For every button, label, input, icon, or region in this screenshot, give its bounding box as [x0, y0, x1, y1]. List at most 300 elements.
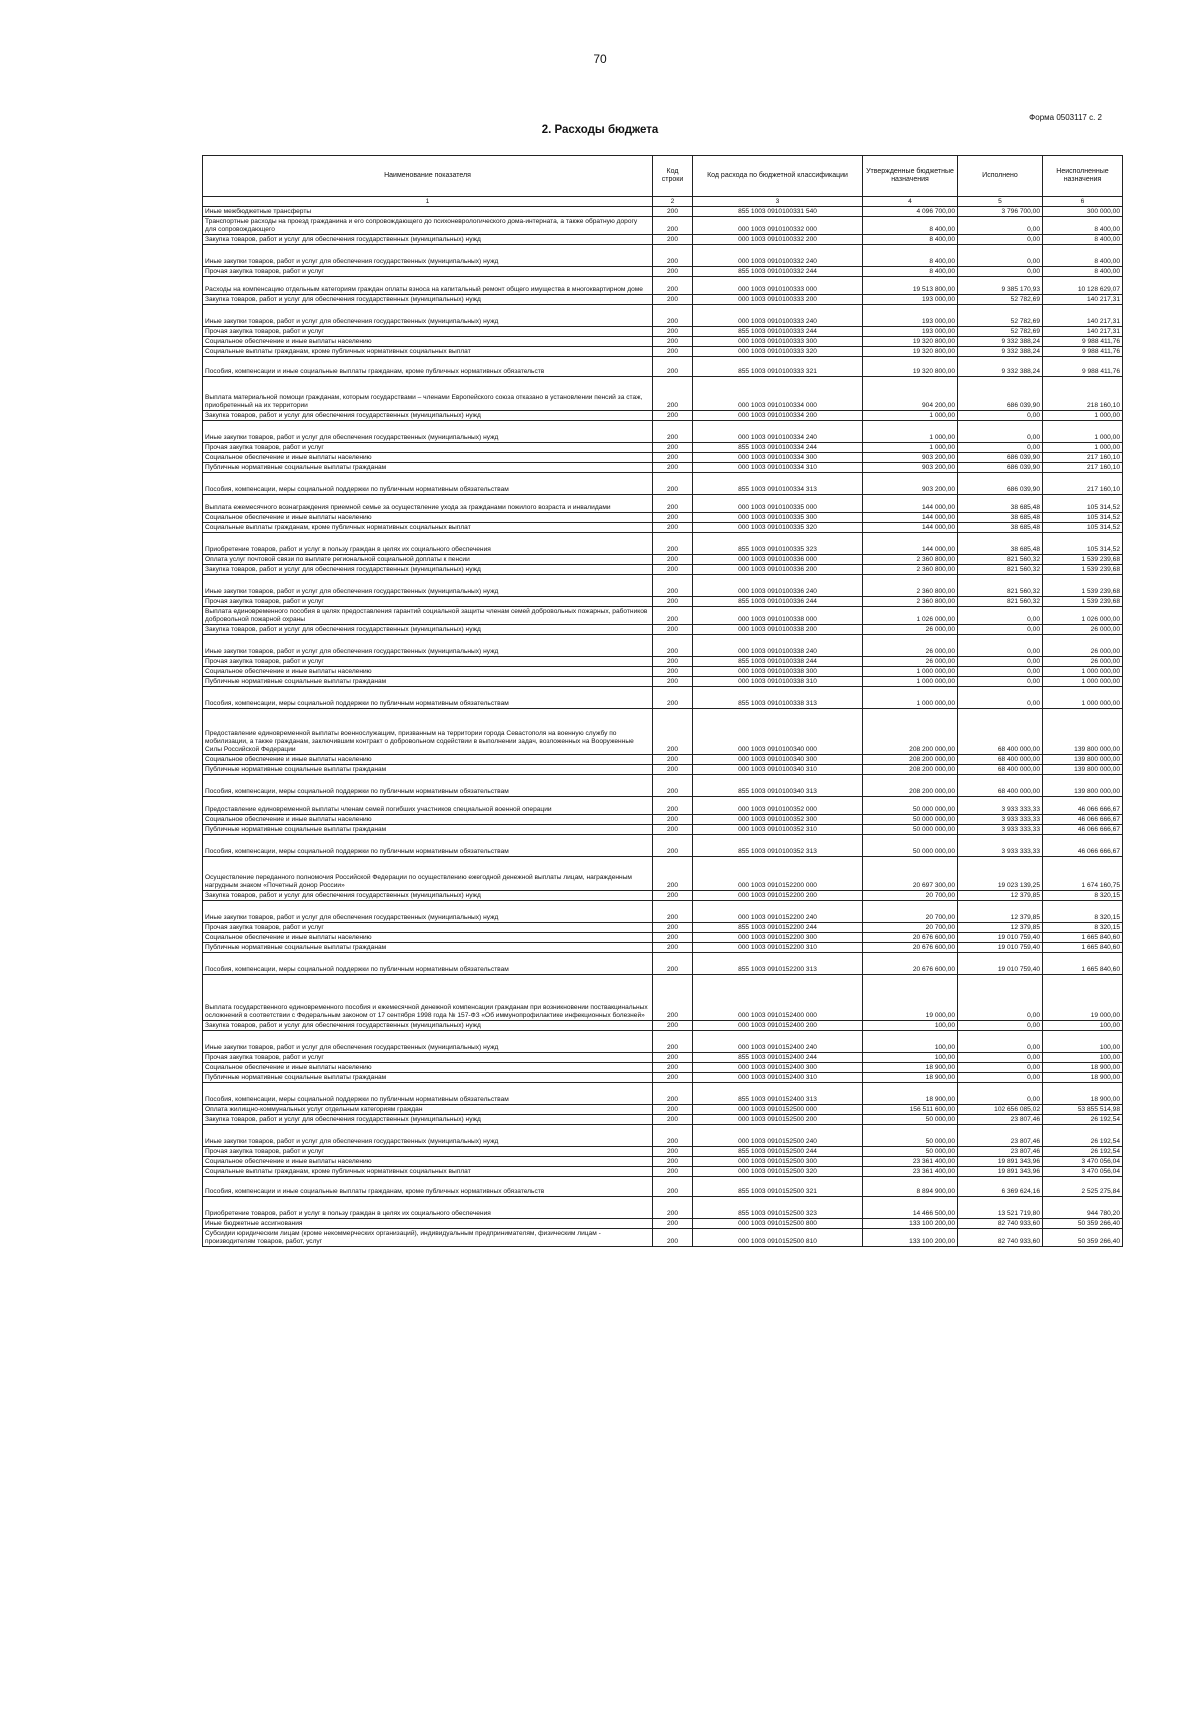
- row-line-code: 200: [653, 495, 693, 513]
- row-executed: 38 685,48: [958, 533, 1043, 555]
- row-approved: 23 361 400,00: [863, 1157, 958, 1167]
- row-name: Прочая закупка товаров, работ и услуг: [203, 327, 653, 337]
- row-unexecuted: 105 314,52: [1043, 533, 1123, 555]
- table-row: [203, 775, 1123, 797]
- row-classification-code: 000 1003 0910100334 310: [693, 463, 863, 473]
- row-approved: 1 000,00: [863, 421, 958, 443]
- table-row: [203, 667, 1123, 677]
- table-row: [203, 597, 1123, 607]
- row-executed: 0,00: [958, 687, 1043, 709]
- row-approved: 19 320 800,00: [863, 347, 958, 357]
- row-approved: 50 000,00: [863, 1125, 958, 1147]
- row-unexecuted: 8 400,00: [1043, 217, 1123, 235]
- row-name: Иные закупки товаров, работ и услуг для обеспечения государственных (муниципальных) нужд: [203, 421, 653, 443]
- row-unexecuted: 9 988 411,76: [1043, 347, 1123, 357]
- row-executed: 19 010 759,40: [958, 933, 1043, 943]
- table-row: [203, 575, 1123, 597]
- row-classification-code: 000 1003 0910100336 240: [693, 575, 863, 597]
- row-name: Иные межбюджетные трансферты: [203, 207, 653, 217]
- row-name: Закупка товаров, работ и услуг для обеспечения государственных (муниципальных) нужд: [203, 295, 653, 305]
- row-executed: 19 891 343,96: [958, 1167, 1043, 1177]
- row-approved: 20 700,00: [863, 923, 958, 933]
- row-line-code: 200: [653, 933, 693, 943]
- row-unexecuted: 140 217,31: [1043, 327, 1123, 337]
- row-executed: 3 933 333,33: [958, 835, 1043, 857]
- row-name: Закупка товаров, работ и услуг для обеспечения государственных (муниципальных) нужд: [203, 625, 653, 635]
- row-classification-code: 000 1003 0910100334 000: [693, 377, 863, 411]
- row-line-code: 200: [653, 443, 693, 453]
- row-classification-code: 000 1003 0910152400 240: [693, 1031, 863, 1053]
- row-line-code: 200: [653, 797, 693, 815]
- row-name: Выплата единовременного пособия в целях предоставления гарантий социальной защиты членам семей добровольных пожарных, работников добровольной пожарной охраны: [203, 607, 653, 625]
- row-executed: 19 023 139,25: [958, 857, 1043, 891]
- row-approved: 904 200,00: [863, 377, 958, 411]
- row-classification-code: 855 1003 0910152500 323: [693, 1197, 863, 1219]
- table-row: [203, 1167, 1123, 1177]
- row-classification-code: 855 1003 0910152500 321: [693, 1177, 863, 1197]
- table-row: [203, 245, 1123, 267]
- row-line-code: 200: [653, 235, 693, 245]
- row-approved: 20 700,00: [863, 901, 958, 923]
- row-classification-code: 000 1003 0910100336 000: [693, 555, 863, 565]
- row-executed: 0,00: [958, 1031, 1043, 1053]
- row-executed: 0,00: [958, 217, 1043, 235]
- row-classification-code: 000 1003 0910152500 000: [693, 1105, 863, 1115]
- row-executed: 12 379,85: [958, 901, 1043, 923]
- row-classification-code: 855 1003 0910152400 244: [693, 1053, 863, 1063]
- row-unexecuted: 8 400,00: [1043, 267, 1123, 277]
- row-approved: 2 360 800,00: [863, 597, 958, 607]
- row-name: Социальные выплаты гражданам, кроме публичных нормативных социальных выплат: [203, 523, 653, 533]
- row-name: Иные бюджетные ассигнования: [203, 1219, 653, 1229]
- row-name: Прочая закупка товаров, работ и услуг: [203, 1053, 653, 1063]
- row-name: Иные закупки товаров, работ и услуг для обеспечения государственных (муниципальных) нужд: [203, 575, 653, 597]
- row-executed: 686 039,90: [958, 453, 1043, 463]
- table-row: [203, 635, 1123, 657]
- row-name: Публичные нормативные социальные выплаты гражданам: [203, 1073, 653, 1083]
- row-line-code: 200: [653, 687, 693, 709]
- table-row: [203, 825, 1123, 835]
- row-classification-code: 000 1003 0910100352 000: [693, 797, 863, 815]
- row-approved: 193 000,00: [863, 327, 958, 337]
- row-classification-code: 000 1003 0910100334 300: [693, 453, 863, 463]
- table-row: [203, 1083, 1123, 1105]
- row-classification-code: 855 1003 0910100333 244: [693, 327, 863, 337]
- row-executed: 6 369 624,16: [958, 1177, 1043, 1197]
- table-row: [203, 1105, 1123, 1115]
- row-approved: 4 096 700,00: [863, 207, 958, 217]
- row-name: Публичные нормативные социальные выплаты гражданам: [203, 825, 653, 835]
- row-line-code: 200: [653, 657, 693, 667]
- row-name: Иные закупки товаров, работ и услуг для обеспечения государственных (муниципальных) нужд: [203, 635, 653, 657]
- row-unexecuted: 18 900,00: [1043, 1083, 1123, 1105]
- row-line-code: 200: [653, 1031, 693, 1053]
- row-name: Закупка товаров, работ и услуг для обеспечения государственных (муниципальных) нужд: [203, 565, 653, 575]
- row-executed: 0,00: [958, 1073, 1043, 1083]
- row-executed: 82 740 933,60: [958, 1229, 1043, 1247]
- table-row: [203, 1197, 1123, 1219]
- row-approved: 20 676 600,00: [863, 943, 958, 953]
- row-classification-code: 000 1003 0910100338 240: [693, 635, 863, 657]
- row-approved: 903 200,00: [863, 473, 958, 495]
- row-name: Публичные нормативные социальные выплаты гражданам: [203, 463, 653, 473]
- row-name: Пособия, компенсации и иные социальные выплаты гражданам, кроме публичных нормативных обязательств: [203, 357, 653, 377]
- row-approved: 19 513 800,00: [863, 277, 958, 295]
- section-title: 2. Расходы бюджета: [541, 124, 659, 136]
- row-classification-code: 000 1003 0910152200 300: [693, 933, 863, 943]
- row-classification-code: 000 1003 0910100335 000: [693, 495, 863, 513]
- row-approved: 26 000,00: [863, 635, 958, 657]
- row-line-code: 200: [653, 1167, 693, 1177]
- row-unexecuted: 18 900,00: [1043, 1073, 1123, 1083]
- row-executed: 0,00: [958, 421, 1043, 443]
- row-unexecuted: 1 665 840,60: [1043, 953, 1123, 975]
- table-row: [203, 1219, 1123, 1229]
- row-line-code: 200: [653, 245, 693, 267]
- row-approved: 156 511 600,00: [863, 1105, 958, 1115]
- table-row: [203, 305, 1123, 327]
- row-approved: 100,00: [863, 1053, 958, 1063]
- row-executed: 0,00: [958, 677, 1043, 687]
- form-reference: Форма 0503117 с. 2: [1029, 113, 1102, 122]
- row-classification-code: 855 1003 0910100334 313: [693, 473, 863, 495]
- row-unexecuted: 26 192,54: [1043, 1115, 1123, 1125]
- row-unexecuted: 139 800 000,00: [1043, 755, 1123, 765]
- row-classification-code: 855 1003 0910100338 313: [693, 687, 863, 709]
- row-line-code: 200: [653, 953, 693, 975]
- row-approved: 1 026 000,00: [863, 607, 958, 625]
- row-approved: 8 400,00: [863, 267, 958, 277]
- row-unexecuted: 46 066 666,67: [1043, 825, 1123, 835]
- row-approved: 19 320 800,00: [863, 337, 958, 347]
- row-approved: 903 200,00: [863, 453, 958, 463]
- row-executed: 0,00: [958, 1083, 1043, 1105]
- row-line-code: 200: [653, 755, 693, 765]
- row-classification-code: 000 1003 0910100335 320: [693, 523, 863, 533]
- row-unexecuted: 140 217,31: [1043, 305, 1123, 327]
- row-unexecuted: 217 160,10: [1043, 473, 1123, 495]
- row-executed: 0,00: [958, 607, 1043, 625]
- row-unexecuted: 1 539 239,68: [1043, 555, 1123, 565]
- row-unexecuted: 1 539 239,68: [1043, 575, 1123, 597]
- table-row: [203, 891, 1123, 901]
- row-executed: 23 807,46: [958, 1147, 1043, 1157]
- row-classification-code: 855 1003 0910100336 244: [693, 597, 863, 607]
- row-approved: 50 000 000,00: [863, 815, 958, 825]
- row-executed: 19 010 759,40: [958, 943, 1043, 953]
- row-line-code: 200: [653, 1157, 693, 1167]
- row-classification-code: 000 1003 0910152500 800: [693, 1219, 863, 1229]
- row-approved: 19 320 800,00: [863, 357, 958, 377]
- column-number: 6: [1043, 197, 1123, 207]
- row-classification-code: 855 1003 0910100352 313: [693, 835, 863, 857]
- row-approved: 100,00: [863, 1021, 958, 1031]
- row-executed: 68 400 000,00: [958, 709, 1043, 755]
- row-classification-code: 855 1003 0910100340 313: [693, 775, 863, 797]
- row-name: Прочая закупка товаров, работ и услуг: [203, 267, 653, 277]
- row-executed: 68 400 000,00: [958, 755, 1043, 765]
- row-unexecuted: 26 000,00: [1043, 635, 1123, 657]
- row-unexecuted: 1 026 000,00: [1043, 607, 1123, 625]
- row-line-code: 200: [653, 473, 693, 495]
- row-line-code: 200: [653, 513, 693, 523]
- column-number: 5: [958, 197, 1043, 207]
- row-classification-code: 000 1003 0910100334 240: [693, 421, 863, 443]
- row-unexecuted: 139 800 000,00: [1043, 765, 1123, 775]
- table-row: [203, 523, 1123, 533]
- row-unexecuted: 1 539 239,68: [1043, 597, 1123, 607]
- row-approved: 50 000 000,00: [863, 797, 958, 815]
- table-row: [203, 677, 1123, 687]
- row-approved: 20 676 600,00: [863, 953, 958, 975]
- row-name: Приобретение товаров, работ и услуг в пользу граждан в целях их социального обеспечения: [203, 1197, 653, 1219]
- row-executed: 12 379,85: [958, 891, 1043, 901]
- table-row: [203, 495, 1123, 513]
- row-classification-code: 855 1003 0910152200 244: [693, 923, 863, 933]
- row-approved: 20 697 300,00: [863, 857, 958, 891]
- row-line-code: 200: [653, 975, 693, 1021]
- row-name: Расходы на компенсацию отдельным категориям граждан оплаты взноса на капитальный ремонт общего имущества в многоквартирном доме: [203, 277, 653, 295]
- row-unexecuted: 26 192,54: [1043, 1125, 1123, 1147]
- row-approved: 100,00: [863, 1031, 958, 1053]
- row-executed: 0,00: [958, 657, 1043, 667]
- row-line-code: 200: [653, 523, 693, 533]
- row-unexecuted: 53 855 514,98: [1043, 1105, 1123, 1115]
- row-executed: 9 385 170,93: [958, 277, 1043, 295]
- row-unexecuted: 26 000,00: [1043, 657, 1123, 667]
- row-line-code: 200: [653, 1229, 693, 1247]
- row-line-code: 200: [653, 463, 693, 473]
- table-row: [203, 217, 1123, 235]
- row-approved: 8 400,00: [863, 217, 958, 235]
- row-name: Социальное обеспечение и иные выплаты населению: [203, 453, 653, 463]
- row-unexecuted: 1 000,00: [1043, 443, 1123, 453]
- table-row: [203, 1229, 1123, 1247]
- row-line-code: 200: [653, 1073, 693, 1083]
- row-name: Предоставление единовременной выплаты военнослужащим, призванным на территории города Севастополя на военную службу по мобилизации, а также гражданам, заключившим контракт о добровольном содействии в выполнении задач, возложенных на Вооруженные Силы Российской Федерации: [203, 709, 653, 755]
- row-executed: 13 521 719,80: [958, 1197, 1043, 1219]
- row-classification-code: 000 1003 0910152500 320: [693, 1167, 863, 1177]
- table-row: [203, 953, 1123, 975]
- row-name: Социальное обеспечение и иные выплаты населению: [203, 815, 653, 825]
- table-row: [203, 657, 1123, 667]
- row-name: Оплата жилищно-коммунальных услуг отдельным категориям граждан: [203, 1105, 653, 1115]
- row-line-code: 200: [653, 533, 693, 555]
- row-unexecuted: 10 128 629,07: [1043, 277, 1123, 295]
- row-approved: 208 200 000,00: [863, 709, 958, 755]
- table-row: [203, 235, 1123, 245]
- row-line-code: 200: [653, 667, 693, 677]
- row-executed: 19 891 343,96: [958, 1157, 1043, 1167]
- row-classification-code: 000 1003 0910152400 200: [693, 1021, 863, 1031]
- row-name: Иные закупки товаров, работ и услуг для обеспечения государственных (муниципальных) нужд: [203, 1125, 653, 1147]
- row-approved: 1 000,00: [863, 443, 958, 453]
- row-executed: 9 332 388,24: [958, 337, 1043, 347]
- table-row: [203, 463, 1123, 473]
- row-executed: 0,00: [958, 1021, 1043, 1031]
- row-executed: 52 782,69: [958, 295, 1043, 305]
- row-executed: 0,00: [958, 975, 1043, 1021]
- row-unexecuted: 139 800 000,00: [1043, 709, 1123, 755]
- row-name: Социальное обеспечение и иные выплаты населению: [203, 755, 653, 765]
- row-approved: 903 200,00: [863, 463, 958, 473]
- row-name: Иные закупки товаров, работ и услуг для обеспечения государственных (муниципальных) нужд: [203, 245, 653, 267]
- table-row: [203, 1073, 1123, 1083]
- row-executed: 9 332 388,24: [958, 357, 1043, 377]
- row-executed: 0,00: [958, 635, 1043, 657]
- row-approved: 144 000,00: [863, 513, 958, 523]
- row-name: Субсидии юридическим лицам (кроме некоммерческих организаций), индивидуальным предпринимателям, физическим лицам - производителям товаров, работ, услуг: [203, 1229, 653, 1247]
- column-number-row: [203, 197, 1123, 207]
- row-approved: 2 360 800,00: [863, 575, 958, 597]
- row-executed: 821 560,32: [958, 555, 1043, 565]
- row-approved: 1 000,00: [863, 411, 958, 421]
- row-executed: 12 379,85: [958, 923, 1043, 933]
- row-executed: 102 656 085,02: [958, 1105, 1043, 1115]
- row-classification-code: 000 1003 0910152500 240: [693, 1125, 863, 1147]
- row-name: Выплата ежемесячного вознаграждения приемной семье за осуществление ухода за гражданами пожилого возраста и инвалидами: [203, 495, 653, 513]
- row-name: Социальное обеспечение и иные выплаты населению: [203, 337, 653, 347]
- row-line-code: 200: [653, 1147, 693, 1157]
- row-executed: 3 796 700,00: [958, 207, 1043, 217]
- row-line-code: 200: [653, 217, 693, 235]
- column-number: 1: [203, 197, 653, 207]
- row-approved: 50 000 000,00: [863, 835, 958, 857]
- row-unexecuted: 3 470 056,04: [1043, 1167, 1123, 1177]
- row-executed: 0,00: [958, 267, 1043, 277]
- row-unexecuted: 18 900,00: [1043, 1063, 1123, 1073]
- row-approved: 2 360 800,00: [863, 555, 958, 565]
- row-classification-code: 000 1003 0910100338 310: [693, 677, 863, 687]
- row-name: Выплата материальной помощи гражданам, которым государствами – членами Европейского союза отказано в установлении пенсий за стаж, приобретенный на их территории: [203, 377, 653, 411]
- row-line-code: 200: [653, 555, 693, 565]
- row-unexecuted: 1 000,00: [1043, 411, 1123, 421]
- row-name: Оплата услуг почтовой связи по выплате региональной социальной доплаты к пенсии: [203, 555, 653, 565]
- row-unexecuted: 8 320,15: [1043, 891, 1123, 901]
- row-name: Прочая закупка товаров, работ и услуг: [203, 923, 653, 933]
- table-row: [203, 377, 1123, 411]
- row-unexecuted: 1 000 000,00: [1043, 677, 1123, 687]
- row-line-code: 200: [653, 337, 693, 347]
- row-executed: 821 560,32: [958, 597, 1043, 607]
- table-row: [203, 755, 1123, 765]
- row-unexecuted: 100,00: [1043, 1031, 1123, 1053]
- row-classification-code: 000 1003 0910100338 300: [693, 667, 863, 677]
- row-line-code: 200: [653, 709, 693, 755]
- table-row: [203, 337, 1123, 347]
- row-approved: 144 000,00: [863, 495, 958, 513]
- row-approved: 26 000,00: [863, 625, 958, 635]
- row-approved: 26 000,00: [863, 657, 958, 667]
- row-approved: 18 900,00: [863, 1063, 958, 1073]
- row-approved: 50 000,00: [863, 1115, 958, 1125]
- row-unexecuted: 217 160,10: [1043, 463, 1123, 473]
- row-executed: 19 010 759,40: [958, 953, 1043, 975]
- row-name: Социальное обеспечение и иные выплаты населению: [203, 1157, 653, 1167]
- row-name: Предоставление единовременной выплаты членам семей погибших участников специальной военной операции: [203, 797, 653, 815]
- row-executed: 686 039,90: [958, 377, 1043, 411]
- row-unexecuted: 8 400,00: [1043, 245, 1123, 267]
- row-unexecuted: 26 192,54: [1043, 1147, 1123, 1157]
- table-row: [203, 933, 1123, 943]
- row-approved: 208 200 000,00: [863, 765, 958, 775]
- row-unexecuted: 46 066 666,67: [1043, 835, 1123, 857]
- row-executed: 0,00: [958, 443, 1043, 453]
- row-executed: 0,00: [958, 667, 1043, 677]
- table-row: [203, 1021, 1123, 1031]
- header-approved: Утвержденные бюджетные назначения: [863, 156, 958, 197]
- row-executed: 0,00: [958, 1063, 1043, 1073]
- row-line-code: 200: [653, 1125, 693, 1147]
- row-unexecuted: 50 359 266,40: [1043, 1229, 1123, 1247]
- row-classification-code: 000 1003 0910100352 310: [693, 825, 863, 835]
- row-line-code: 200: [653, 625, 693, 635]
- row-classification-code: 000 1003 0910152200 240: [693, 901, 863, 923]
- row-approved: 20 700,00: [863, 891, 958, 901]
- row-unexecuted: 140 217,31: [1043, 295, 1123, 305]
- row-executed: 68 400 000,00: [958, 765, 1043, 775]
- table-row: [203, 565, 1123, 575]
- row-classification-code: 000 1003 0910100333 000: [693, 277, 863, 295]
- table-row: [203, 453, 1123, 463]
- table-row: [203, 1053, 1123, 1063]
- row-line-code: 200: [653, 765, 693, 775]
- row-line-code: 200: [653, 1115, 693, 1125]
- row-classification-code: 855 1003 0910100335 323: [693, 533, 863, 555]
- row-name: Выплата государственного единовременного пособия и ежемесячной денежной компенсации гражданам при возникновении поствакцинальных осложнений в соответствии с Федеральным законом от 17 сентября 1998 года № 157-ФЗ «Об иммунопрофилактике инфекционных болезней»: [203, 975, 653, 1021]
- row-name: Пособия, компенсации, меры социальной поддержки по публичным нормативным обязательствам: [203, 473, 653, 495]
- table-row: [203, 1125, 1123, 1147]
- row-unexecuted: 217 160,10: [1043, 453, 1123, 463]
- row-name: Пособия, компенсации, меры социальной поддержки по публичным нормативным обязательствам: [203, 1083, 653, 1105]
- row-name: Закупка товаров, работ и услуг для обеспечения государственных (муниципальных) нужд: [203, 1115, 653, 1125]
- row-approved: 2 360 800,00: [863, 565, 958, 575]
- column-number: 4: [863, 197, 958, 207]
- row-executed: 38 685,48: [958, 513, 1043, 523]
- table-row: [203, 443, 1123, 453]
- row-classification-code: 000 1003 0910100333 240: [693, 305, 863, 327]
- row-name: Прочая закупка товаров, работ и услуг: [203, 443, 653, 453]
- row-name: Транспортные расходы на проезд гражданина и его сопровождающего до психоневрологического дома-интерната, а также обратную дорогу для сопровождающего: [203, 217, 653, 235]
- row-approved: 133 100 200,00: [863, 1229, 958, 1247]
- row-classification-code: 000 1003 0910100340 310: [693, 765, 863, 775]
- table-row: [203, 357, 1123, 377]
- table-row: [203, 555, 1123, 565]
- row-approved: 23 361 400,00: [863, 1167, 958, 1177]
- row-line-code: 200: [653, 1021, 693, 1031]
- table-row: [203, 1157, 1123, 1167]
- table-row: [203, 625, 1123, 635]
- row-line-code: 200: [653, 1177, 693, 1197]
- table-row: [203, 709, 1123, 755]
- row-unexecuted: 1 665 840,60: [1043, 933, 1123, 943]
- row-approved: 144 000,00: [863, 533, 958, 555]
- row-unexecuted: 1 000,00: [1043, 421, 1123, 443]
- row-name: Социальное обеспечение и иные выплаты населению: [203, 513, 653, 523]
- row-classification-code: 000 1003 0910100340 000: [693, 709, 863, 755]
- row-classification-code: 000 1003 0910100334 200: [693, 411, 863, 421]
- row-classification-code: 000 1003 0910100333 200: [693, 295, 863, 305]
- row-approved: 50 000 000,00: [863, 825, 958, 835]
- row-line-code: 200: [653, 411, 693, 421]
- table-row: [203, 1115, 1123, 1125]
- row-line-code: 200: [653, 327, 693, 337]
- row-line-code: 200: [653, 1063, 693, 1073]
- row-executed: 0,00: [958, 411, 1043, 421]
- row-executed: 686 039,90: [958, 473, 1043, 495]
- row-classification-code: 000 1003 0910152500 300: [693, 1157, 863, 1167]
- row-name: Прочая закупка товаров, работ и услуг: [203, 657, 653, 667]
